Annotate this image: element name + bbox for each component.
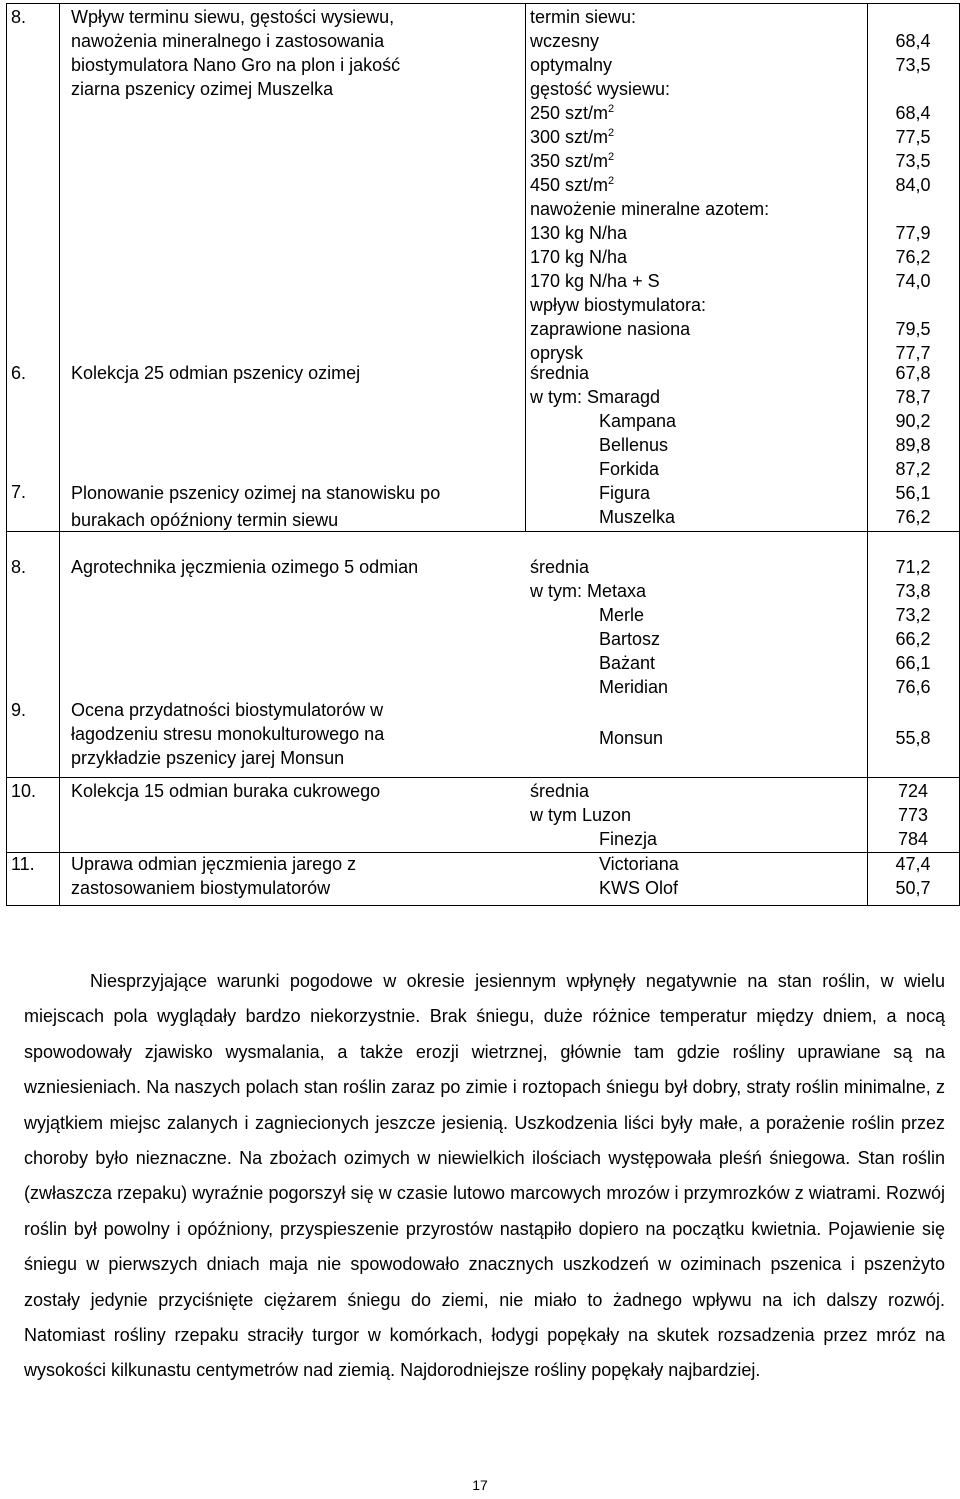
row-number: 11. xyxy=(11,854,35,874)
page-number: 17 xyxy=(472,1477,488,1493)
row-labels: Monsun xyxy=(599,728,664,748)
row-labels: termin siewu: wczesny optymalny gęstość wysiewu: 250 szt/$m^2$ 300 szt/$m^2$ 350 szt/$m^2$ 450 szt/$m^2$ nawożenie mineralne azotem: 130 kg N/ha 170 kg N/ha 170 kg N/ha + S wpływ biostymulatora: zaprawione nasiona oprysk xyxy=(530,7,770,363)
body-paragraph: Niesprzyjające warunki pogodowe w okresie jesiennym wpłynęły negatywnie na stan roślin, w wielu miejscach pola wyglądały bardzo niekorzystnie. Brak śniegu, duże różnice temperatur między dniem, a nocą spowodowały zjawisko wysmalania, a także erozji wietrznej, głównie tam gdzie rośliny uprawiane są na wzniesieniach. Na naszych polach stan roślin zaraz po zimie i roztopach śniegu był dobry, straty roślin minimalne, z wyjątkiem miejsc zalanych i zagniecionych jeszcze jesienią. Uszkodzenia liści były małe, a porażenie roślin przez choroby było nieznaczne. Na zbożach ozimych w niewielkich ilościach występowała pleśń śniegowa. Stan roślin (zwłaszcza rzepaku) wyraźnie pogorszył się w czasie lutowo marcowych mrozów i przymrozków z wiatrami. Rozwój roślin był powolny i opóźniony, przyspieszenie przyrostów nastąpiło dopiero na początku kwietnia. Pojawienie się śniegu w pierwszych dniach maja nie spowodowało znacznych uszkodzeń w oziminach pszenica i pszenżyto zostały jedynie przyciśnięte ciężarem śniegu do ziemi, nie miało to żadnego wpływu na ich dalszy rozwój. Natomiast rośliny rzepaku straciły turgor w komórkach, łodygi popękały na skutek rozsadzenia przez mróz na wysokości kilkunastu centymetrów nad ziemią. Najdorodniejsze rośliny popękały najbardziej. xyxy=(24,971,945,1381)
row-values: 67,8 78,7 90,2 89,8 87,2 56,1 76,2 xyxy=(895,363,931,527)
row-number: 7. xyxy=(11,482,27,502)
row-values: 724 773 784 xyxy=(897,781,929,849)
row-labels: Merle Bartosz Bażant Meridian xyxy=(599,605,669,697)
row-labels: średnia w tym Luzon xyxy=(530,781,632,825)
row-values: 47,4 50,7 xyxy=(895,854,931,898)
row-title: Kolekcja 15 odmian buraka cukrowego xyxy=(71,781,381,801)
row-title: Uprawa odmian jęczmienia jarego z zastosowaniem biostymulatorów xyxy=(71,854,357,898)
row-title: Agrotechnika jęczmienia ozimego 5 odmian xyxy=(71,557,419,577)
table-divider xyxy=(525,4,526,532)
row-title: Ocena przydatności biostymulatorów w łagodzeniu stresu monokulturowego na przykładzie pszenicy jarej Monsun xyxy=(71,700,385,768)
row-values: 71,2 73,8 73,2 66,2 66,1 76,6 xyxy=(895,557,931,697)
row-number: 8. xyxy=(11,557,27,577)
row-number: 9. xyxy=(11,700,27,720)
row-labels: Kampana Bellenus Forkida Figura Muszelka xyxy=(599,411,677,527)
row-number: 6. xyxy=(11,363,27,383)
row-labels: Victoriana KWS Olof xyxy=(599,854,679,898)
row-title: Plonowanie pszenicy ozimej na stanowisku po burakach opóźniony termin siewu xyxy=(71,483,441,530)
table-divider xyxy=(7,777,959,778)
row-title: Wpływ terminu siewu, gęstości wysiewu, nawożenia mineralnego i zastosowania biostymulatora Nano Gro na plon i jakość ziarna pszenicy ozimej Muszelka xyxy=(71,7,401,99)
row-title: Kolekcja 25 odmian pszenicy ozimej xyxy=(71,363,361,383)
row-labels: Finezja xyxy=(599,829,658,849)
row-number: 10. xyxy=(11,781,37,801)
row-values: 68,4 73,5 68,4 77,5 73,5 84,0 77,9 76,2 74,0 79,5 77,7 xyxy=(895,31,931,363)
row-labels: średnia w tym: Smaragd xyxy=(530,363,661,407)
field-trials-table xyxy=(6,3,960,906)
row-labels: średnia w tym: Metaxa xyxy=(530,557,647,601)
row-number: 8. xyxy=(11,7,27,27)
table-divider xyxy=(59,4,60,905)
row-values: 55,8 xyxy=(895,728,931,748)
